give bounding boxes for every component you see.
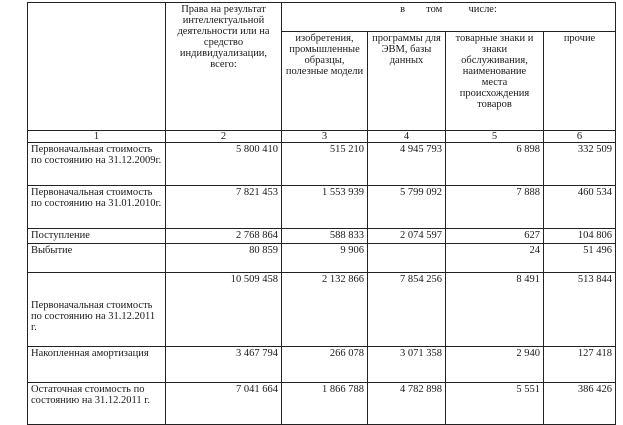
cell-value: 7 041 664: [166, 383, 282, 425]
cell-value: 9 906: [282, 244, 368, 273]
table-row: [28, 143, 616, 186]
cell-value: 3 071 358: [368, 347, 446, 383]
column-number: 6: [544, 131, 616, 143]
header-col6: прочие: [544, 32, 616, 131]
cell-value: 2 768 864: [166, 229, 282, 244]
column-number: 1: [28, 131, 166, 143]
cell-value: 4 945 793: [368, 143, 446, 186]
cell-value: 6 898: [446, 143, 544, 186]
header-col5: товарные знаки и знаки обслуживания, наименование места происхождения товаров: [446, 32, 544, 131]
table-row: [28, 244, 616, 273]
table-row: [28, 383, 616, 425]
column-number: 3: [282, 131, 368, 143]
cell-value: 2 940: [446, 347, 544, 383]
cell-value: 4 782 898: [368, 383, 446, 425]
column-number: 5: [446, 131, 544, 143]
column-number: 2: [166, 131, 282, 143]
table-row: [28, 229, 616, 244]
cell-value: 515 210: [282, 143, 368, 186]
cell-value: 460 534: [544, 186, 616, 229]
table-row: [28, 347, 616, 383]
cell-value: 1 553 939: [282, 186, 368, 229]
cell-value: 5 800 410: [166, 143, 282, 186]
cell-value: 80 859: [166, 244, 282, 273]
header-row-top: [28, 3, 616, 32]
cell-value: [368, 244, 446, 273]
row-label: Выбытие: [28, 244, 166, 273]
column-number: 4: [368, 131, 446, 143]
cell-value: 127 418: [544, 347, 616, 383]
header-col3: изобретения, промышленные образцы, полезные модели: [282, 32, 368, 131]
row-label: Первоначальная стоимость по состоянию на 31.01.2010г.: [28, 186, 166, 229]
cell-value: 7 888: [446, 186, 544, 229]
cell-value: 1 866 788: [282, 383, 368, 425]
cell-value: 7 821 453: [166, 186, 282, 229]
table-row: [28, 273, 616, 347]
cell-value: 51 496: [544, 244, 616, 273]
cell-value: 627: [446, 229, 544, 244]
header-col1-empty: [28, 3, 166, 131]
cell-value: 3 467 794: [166, 347, 282, 383]
header-in-that-number: в том числе:: [282, 3, 616, 32]
header-col4: программы для ЭВМ, базы данных: [368, 32, 446, 131]
cell-value-raised: [413, 244, 442, 247]
cell-value: 8 491: [446, 273, 544, 347]
cell-value: 588 833: [282, 229, 368, 244]
column-number-row: [28, 131, 616, 143]
intangible-assets-table: [27, 2, 616, 425]
row-label: Остаточная стоимость по состоянию на 31.12.2011 г.: [28, 383, 166, 425]
cell-value: 2 132 866: [282, 273, 368, 347]
row-label: Поступление: [28, 229, 166, 244]
cell-value: 10 509 458: [166, 273, 282, 347]
table-row: [28, 186, 616, 229]
cell-value: 386 426: [544, 383, 616, 425]
row-label: Накопленная амортизация: [28, 347, 166, 383]
cell-value: 24: [446, 244, 544, 273]
cell-value: 104 806: [544, 229, 616, 244]
cell-value: 332 509: [544, 143, 616, 186]
cell-value: 7 854 256: [368, 273, 446, 347]
header-col2: Права на результат интеллектуальной деятельности или на средство индивидуализации, всего:: [166, 3, 282, 131]
row-label: Первоначальная стоимость по состоянию на 31.12.2009г.: [28, 143, 166, 186]
row-label: Первоначальная стоимость по состоянию на 31.12.2011 г.: [28, 273, 166, 347]
cell-value: 2 074 597: [368, 229, 446, 244]
cell-value: 266 078: [282, 347, 368, 383]
cell-value: 5 799 092: [368, 186, 446, 229]
cell-value: 513 844: [544, 273, 616, 347]
cell-value: 5 551: [446, 383, 544, 425]
